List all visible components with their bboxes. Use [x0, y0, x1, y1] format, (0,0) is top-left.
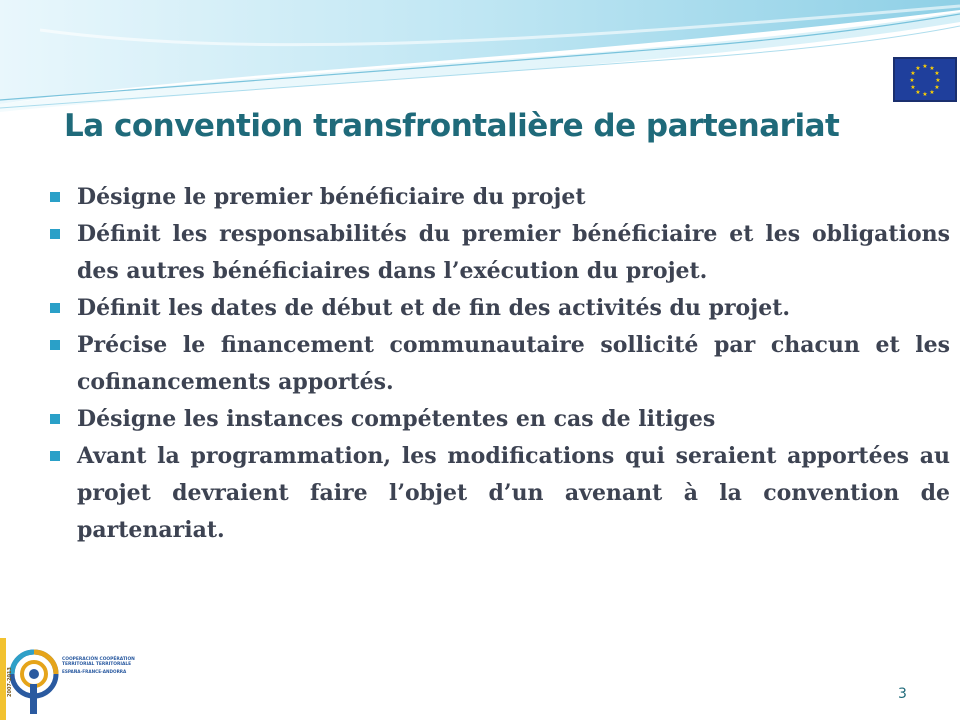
square-bullet-icon: [50, 229, 60, 239]
bullet-text: Désigne le premier bénéficiaire du projet: [77, 184, 586, 210]
svg-text:★: ★: [909, 77, 915, 84]
bullet-text: Définit les dates de début et de fin des activités du projet.: [77, 295, 791, 321]
bullet-item: [48, 290, 950, 327]
bullet-text: Définit les responsabilités du premier bénéficiaire et les obligations des autres bénéficiaires dans l’exécution du projet.: [77, 221, 950, 284]
bullet-item: [48, 179, 950, 216]
svg-text:★: ★: [910, 70, 916, 77]
svg-text:★: ★: [915, 65, 921, 72]
bullet-item: [48, 438, 950, 549]
logo-caption-line2: TERRITORIAL TERRITORIALE: [62, 662, 132, 667]
svg-text:★: ★: [915, 89, 921, 96]
bullet-item: [48, 327, 950, 401]
bullet-text: Avant la programmation, les modifications qui seraient apportées au projet devraient faire l’objet d’un avenant à la convention de partenariat.: [77, 443, 950, 543]
eu-flag-icon: [893, 57, 957, 102]
svg-text:★: ★: [929, 65, 935, 72]
svg-text:★: ★: [922, 91, 928, 98]
page-number: 3: [898, 686, 907, 702]
svg-text:★: ★: [935, 77, 941, 84]
bullet-text: Précise le financement communautaire sollicité par chacun et les cofinancements apportés.: [77, 332, 950, 395]
svg-text:★: ★: [934, 70, 940, 77]
svg-text:★: ★: [929, 89, 935, 96]
slide-title: La convention transfrontalière de partenariat: [64, 108, 840, 144]
square-bullet-icon: [50, 340, 60, 350]
bullet-text: Désigne les instances compétentes en cas de litiges: [77, 406, 716, 432]
square-bullet-icon: [50, 192, 60, 202]
square-bullet-icon: [50, 303, 60, 313]
bullet-item: [48, 216, 950, 290]
svg-text:★: ★: [922, 63, 928, 70]
bullet-list: [48, 179, 950, 549]
logo-caption-line3: ESPAÑA-FRANCE-ANDORRA: [62, 669, 127, 674]
bullet-item: [48, 401, 950, 438]
square-bullet-icon: [50, 414, 60, 424]
svg-text:★: ★: [910, 84, 916, 91]
square-bullet-icon: [50, 451, 60, 461]
interreg-logo: [0, 638, 128, 720]
logo-caption-line1: COOPERACIÓN COOPÉRATION: [62, 657, 135, 662]
svg-text:★: ★: [934, 84, 940, 91]
logo-years: 2007-2013: [7, 667, 13, 697]
